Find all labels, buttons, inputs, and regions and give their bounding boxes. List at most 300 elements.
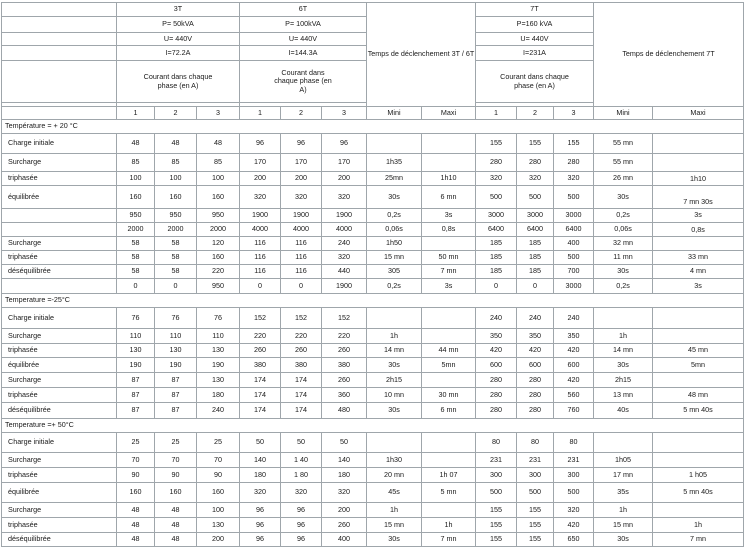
trip-time-max-3t6t: 6 mn bbox=[422, 403, 476, 419]
phase-current-7t: 155 bbox=[476, 518, 517, 533]
phase-current-7t: 185 bbox=[517, 237, 554, 251]
phase-current-6t: 4000 bbox=[240, 223, 281, 237]
phase-current-3t: 90 bbox=[155, 468, 197, 483]
phase-current-7t: 240 bbox=[554, 308, 594, 329]
phase-current-7t: 6400 bbox=[476, 223, 517, 237]
phase-current-6t: 96 bbox=[322, 134, 367, 154]
phase-current-3t: 48 bbox=[197, 134, 240, 154]
trip-time-min-3t6t bbox=[367, 433, 422, 453]
trip-time-max-7t bbox=[653, 154, 744, 172]
phase-current-7t: 280 bbox=[476, 388, 517, 403]
phase-current-6t: 170 bbox=[322, 154, 367, 172]
phase-current-3t: 25 bbox=[117, 433, 155, 453]
phase-current-7t: 240 bbox=[517, 308, 554, 329]
phase-current-3t: 100 bbox=[117, 172, 155, 186]
phase-current-3t: 100 bbox=[197, 503, 240, 518]
phase-current-6t: 380 bbox=[322, 358, 367, 373]
phase-current-3t: 25 bbox=[197, 433, 240, 453]
phase-current-7t: 280 bbox=[476, 373, 517, 388]
phase-current-3t: 90 bbox=[197, 468, 240, 483]
table-row bbox=[2, 433, 744, 453]
phase-current-3t: 950 bbox=[155, 209, 197, 223]
trip-time-max-3t6t bbox=[422, 453, 476, 468]
phase-current-7t: 0 bbox=[476, 279, 517, 294]
table-row bbox=[2, 237, 744, 251]
trip-time-max-3t6t bbox=[422, 329, 476, 344]
trip-time-min-7t: 0,2s bbox=[594, 209, 653, 223]
phase-current-7t: 155 bbox=[476, 134, 517, 154]
trip-time-max-3t6t: 1h 07 bbox=[422, 468, 476, 483]
phase-current-7t: 600 bbox=[554, 358, 594, 373]
phase-current-7t: 420 bbox=[517, 344, 554, 358]
mini-header: Mini bbox=[367, 107, 422, 120]
phase-current-6t: 320 bbox=[240, 483, 281, 503]
phase-current-3t: 48 bbox=[155, 518, 197, 533]
phase-current-7t: 560 bbox=[554, 388, 594, 403]
phase-current-7t: 500 bbox=[517, 186, 554, 209]
phase-current-3t: 0 bbox=[117, 279, 155, 294]
phase-current-6t: 1900 bbox=[322, 209, 367, 223]
phase-current-6t: 116 bbox=[240, 237, 281, 251]
trip-time-min-7t: 14 mn bbox=[594, 344, 653, 358]
table-row bbox=[2, 453, 744, 468]
trip-time-min-3t6t: 30s bbox=[367, 186, 422, 209]
phase-current-3t: 76 bbox=[117, 308, 155, 329]
row-label: Surcharge bbox=[2, 329, 117, 344]
table-row bbox=[2, 518, 744, 533]
phase-current-6t: 260 bbox=[322, 344, 367, 358]
phase-current-3t: 58 bbox=[117, 265, 155, 279]
phase-current-7t: 600 bbox=[517, 358, 554, 373]
phase-current-7t: 3000 bbox=[554, 209, 594, 223]
row-label: Charge initiale bbox=[2, 134, 117, 154]
phase-current-6t: 220 bbox=[281, 329, 322, 344]
phase-current-3t: 87 bbox=[155, 403, 197, 419]
group-3t-header: 3T bbox=[117, 3, 240, 17]
phase-current-6t: 320 bbox=[281, 483, 322, 503]
phase-current-6t: 320 bbox=[322, 251, 367, 265]
phase-current-7t: 280 bbox=[554, 154, 594, 172]
trip-time-min-7t: 30s bbox=[594, 186, 653, 209]
table-row bbox=[2, 388, 744, 403]
trip-time-min-7t: 1h bbox=[594, 503, 653, 518]
maxi-header: Maxi bbox=[653, 107, 744, 120]
phase-current-6t: 0 bbox=[281, 279, 322, 294]
phase-current-3t: 87 bbox=[117, 373, 155, 388]
phase-current-7t: 420 bbox=[554, 344, 594, 358]
phase-current-3t: 90 bbox=[117, 468, 155, 483]
row-label: équilibrée bbox=[2, 483, 117, 503]
phase-current-7t: 500 bbox=[554, 251, 594, 265]
trip-time-max-7t: 7 mn 30s bbox=[653, 186, 744, 209]
phase-current-3t: 85 bbox=[155, 154, 197, 172]
table-row bbox=[2, 134, 744, 154]
phase-current-7t: 350 bbox=[476, 329, 517, 344]
trip-time-min-7t: 17 mn bbox=[594, 468, 653, 483]
row-label: triphasée bbox=[2, 518, 117, 533]
phase-current-3t: 200 bbox=[197, 533, 240, 547]
row-label: déséquilibrée bbox=[2, 265, 117, 279]
phase-current-6t: 180 bbox=[322, 468, 367, 483]
trip-time-min-3t6t: 1h30 bbox=[367, 453, 422, 468]
phase-current-7t: 240 bbox=[476, 308, 517, 329]
phase-current-3t: 100 bbox=[197, 172, 240, 186]
trip-time-max-3t6t: 30 mn bbox=[422, 388, 476, 403]
phase-current-3t: 58 bbox=[155, 237, 197, 251]
phase-current-7t: 320 bbox=[554, 503, 594, 518]
phase-current-3t: 58 bbox=[155, 265, 197, 279]
phase-current-6t: 320 bbox=[281, 186, 322, 209]
table-row bbox=[2, 373, 744, 388]
row-label bbox=[2, 223, 117, 237]
voltage-3t: U= 440V bbox=[117, 33, 240, 46]
phase-current-7t: 185 bbox=[517, 265, 554, 279]
trip-time-max-7t: 5mn bbox=[653, 358, 744, 373]
phase-current-7t: 500 bbox=[476, 483, 517, 503]
phase-current-7t: 500 bbox=[554, 483, 594, 503]
row-label: Charge initiale bbox=[2, 308, 117, 329]
corner-cell bbox=[2, 3, 117, 17]
phase-current-6t: 0 bbox=[240, 279, 281, 294]
row-label bbox=[2, 209, 117, 223]
phase-current-6t: 96 bbox=[281, 134, 322, 154]
phase-current-7t: 320 bbox=[517, 172, 554, 186]
trip-time-min-3t6t: 0,2s bbox=[367, 279, 422, 294]
trip-time-max-7t: 45 mn bbox=[653, 344, 744, 358]
phase-current-6t: 174 bbox=[240, 403, 281, 419]
phase-current-6t: 96 bbox=[240, 134, 281, 154]
phase-current-6t: Courant dans chaque phase (en A) bbox=[240, 61, 367, 103]
trip-time-max-3t6t: 50 mn bbox=[422, 251, 476, 265]
phase-current-3t: 48 bbox=[155, 503, 197, 518]
phase-current-3t: 160 bbox=[155, 483, 197, 503]
row-label bbox=[2, 279, 117, 294]
trip-time-max-7t: 48 mn bbox=[653, 388, 744, 403]
phase-number: 3 bbox=[322, 107, 367, 120]
trip-time-min-7t: 55 mn bbox=[594, 134, 653, 154]
trip-time-max-3t6t bbox=[422, 503, 476, 518]
phase-current-6t: 400 bbox=[322, 533, 367, 547]
phase-current-3t: 130 bbox=[197, 518, 240, 533]
phase-current-3t: 160 bbox=[117, 186, 155, 209]
phase-current-6t: 140 bbox=[322, 453, 367, 468]
trip-time-max-7t: 33 mn bbox=[653, 251, 744, 265]
trip-time-min-3t6t: 30s bbox=[367, 403, 422, 419]
phase-current-3t: 950 bbox=[197, 209, 240, 223]
section-title: Temperature =-25°C bbox=[2, 294, 744, 308]
phase-current-3t: 160 bbox=[197, 483, 240, 503]
trip-time-min-3t6t: 25mn bbox=[367, 172, 422, 186]
trip-time-3t6t-header: Temps de déclenchement 3T / 6T bbox=[367, 3, 476, 107]
phase-current-3t: 76 bbox=[155, 308, 197, 329]
phase-number: 2 bbox=[517, 107, 554, 120]
phase-current-7t: 280 bbox=[476, 403, 517, 419]
trip-time-max-7t: 4 mn bbox=[653, 265, 744, 279]
trip-time-max-3t6t bbox=[422, 433, 476, 453]
power-3t: P= 50kVA bbox=[117, 17, 240, 33]
phase-current-7t: 155 bbox=[476, 503, 517, 518]
header-row-group bbox=[2, 3, 744, 17]
trip-time-min-7t: 32 mn bbox=[594, 237, 653, 251]
trip-time-max-3t6t: 0,8s bbox=[422, 223, 476, 237]
table-row bbox=[2, 223, 744, 237]
phase-current-3t: 2000 bbox=[197, 223, 240, 237]
phase-number: 1 bbox=[476, 107, 517, 120]
voltage-6t: U= 440V bbox=[240, 33, 367, 46]
trip-time-min-7t: 11 mn bbox=[594, 251, 653, 265]
trip-time-min-7t: 1h05 bbox=[594, 453, 653, 468]
row-label: équilibrée bbox=[2, 358, 117, 373]
trip-time-min-7t bbox=[594, 433, 653, 453]
trip-time-min-3t6t: 1h50 bbox=[367, 237, 422, 251]
trip-time-max-7t bbox=[653, 453, 744, 468]
phase-current-6t: 440 bbox=[322, 265, 367, 279]
phase-current-6t: 360 bbox=[322, 388, 367, 403]
phase-current-3t: 48 bbox=[155, 533, 197, 547]
table-row bbox=[2, 265, 744, 279]
phase-current-7t: 231 bbox=[517, 453, 554, 468]
phase-current-7t: 231 bbox=[554, 453, 594, 468]
phase-current-6t: 116 bbox=[281, 237, 322, 251]
phase-current-7t: 280 bbox=[517, 373, 554, 388]
phase-current-7t: 155 bbox=[517, 533, 554, 547]
phase-current-6t: 152 bbox=[281, 308, 322, 329]
phase-current-3t: 58 bbox=[117, 237, 155, 251]
trip-time-min-7t: 13 mn bbox=[594, 388, 653, 403]
phase-current-6t: 260 bbox=[281, 344, 322, 358]
phase-current-3t: 58 bbox=[155, 251, 197, 265]
phase-current-3t: 950 bbox=[197, 279, 240, 294]
row-label: triphasée bbox=[2, 388, 117, 403]
trip-time-max-7t bbox=[653, 308, 744, 329]
trip-time-min-3t6t: 30s bbox=[367, 533, 422, 547]
phase-current-7t: 3000 bbox=[517, 209, 554, 223]
phase-current-6t: 480 bbox=[322, 403, 367, 419]
phase-current-6t: 260 bbox=[240, 344, 281, 358]
header-row-phase-numbers bbox=[2, 107, 744, 120]
phase-current-6t: 116 bbox=[281, 265, 322, 279]
trip-time-max-3t6t bbox=[422, 154, 476, 172]
phase-current-3t: 76 bbox=[197, 308, 240, 329]
table-row bbox=[2, 172, 744, 186]
trip-time-max-7t bbox=[653, 237, 744, 251]
phase-current-6t: 170 bbox=[240, 154, 281, 172]
phase-current-6t: 116 bbox=[240, 251, 281, 265]
phase-current-3t: 130 bbox=[117, 344, 155, 358]
phase-current-7t: 3000 bbox=[476, 209, 517, 223]
phase-current-7t: 185 bbox=[476, 265, 517, 279]
phase-current-3t: 48 bbox=[117, 518, 155, 533]
phase-current-3t: 130 bbox=[197, 344, 240, 358]
phase-current-6t: 50 bbox=[240, 433, 281, 453]
phase-current-7t: 500 bbox=[476, 186, 517, 209]
trip-time-max-7t bbox=[653, 329, 744, 344]
trip-time-max-7t bbox=[653, 134, 744, 154]
phase-current-7t: 420 bbox=[554, 518, 594, 533]
phase-current-3t: 120 bbox=[197, 237, 240, 251]
table-row bbox=[2, 251, 744, 265]
phase-current-3t: 190 bbox=[197, 358, 240, 373]
trip-time-max-7t bbox=[653, 373, 744, 388]
section-row bbox=[2, 294, 744, 308]
phase-current-3t: 190 bbox=[117, 358, 155, 373]
phase-current-7t: 6400 bbox=[517, 223, 554, 237]
phase-current-7t: 80 bbox=[476, 433, 517, 453]
row-label: triphasée bbox=[2, 251, 117, 265]
phase-current-3t: 70 bbox=[155, 453, 197, 468]
section-title: Température = + 20 °C bbox=[2, 120, 744, 134]
trip-time-max-7t: 3s bbox=[653, 279, 744, 294]
trip-time-min-7t bbox=[594, 308, 653, 329]
phase-current-6t: 1 40 bbox=[281, 453, 322, 468]
trip-time-max-3t6t bbox=[422, 373, 476, 388]
phase-current-3t: 58 bbox=[117, 251, 155, 265]
trip-time-max-3t6t: 1h bbox=[422, 518, 476, 533]
trip-time-max-7t: 0,8s bbox=[653, 223, 744, 237]
trip-time-max-7t: 1h bbox=[653, 518, 744, 533]
phase-current-6t: 220 bbox=[240, 329, 281, 344]
trip-time-max-3t6t bbox=[422, 134, 476, 154]
table-row bbox=[2, 308, 744, 329]
trip-time-min-7t: 0,2s bbox=[594, 279, 653, 294]
phase-current-3t: 110 bbox=[197, 329, 240, 344]
phase-current-6t: 260 bbox=[322, 373, 367, 388]
phase-current-7t: 320 bbox=[476, 172, 517, 186]
phase-current-3t: Courant dans chaque phase (en A) bbox=[117, 61, 240, 103]
phase-current-6t: 220 bbox=[322, 329, 367, 344]
phase-current-7t: 650 bbox=[554, 533, 594, 547]
group-7t-header: 7T bbox=[476, 3, 594, 17]
phase-current-3t: 2000 bbox=[155, 223, 197, 237]
phase-current-6t: 200 bbox=[322, 503, 367, 518]
phase-current-7t: 6400 bbox=[554, 223, 594, 237]
phase-current-6t: 50 bbox=[322, 433, 367, 453]
row-label: Surcharge bbox=[2, 503, 117, 518]
phase-current-3t: 130 bbox=[155, 344, 197, 358]
trip-time-min-3t6t: 15 mn bbox=[367, 251, 422, 265]
trip-time-max-7t bbox=[653, 433, 744, 453]
trip-time-7t-header: Temps de déclenchement 7T bbox=[594, 3, 744, 107]
section-title: Temperature =+ 50°C bbox=[2, 419, 744, 433]
row-label: équilibrée bbox=[2, 186, 117, 209]
trip-time-max-7t: 1 h05 bbox=[653, 468, 744, 483]
trip-time-min-3t6t: 30s bbox=[367, 358, 422, 373]
trip-time-min-7t: 1h bbox=[594, 329, 653, 344]
trip-time-min-7t: 40s bbox=[594, 403, 653, 419]
phase-current-6t: 170 bbox=[281, 154, 322, 172]
phase-current-6t: 380 bbox=[281, 358, 322, 373]
trip-time-max-3t6t: 7 mn bbox=[422, 533, 476, 547]
phase-current-6t: 152 bbox=[240, 308, 281, 329]
trip-time-max-3t6t bbox=[422, 237, 476, 251]
trip-time-min-7t: 55 mn bbox=[594, 154, 653, 172]
phase-current-6t: 174 bbox=[281, 373, 322, 388]
phase-number: 3 bbox=[197, 107, 240, 120]
phase-current-6t: 174 bbox=[240, 373, 281, 388]
trip-time-min-3t6t: 14 mn bbox=[367, 344, 422, 358]
current-3t: I=72.2A bbox=[117, 46, 240, 61]
row-label: Surcharge bbox=[2, 373, 117, 388]
trip-time-min-3t6t: 305 bbox=[367, 265, 422, 279]
phase-current-3t: 190 bbox=[155, 358, 197, 373]
phase-current-7t: 0 bbox=[517, 279, 554, 294]
phase-current-6t: 96 bbox=[240, 518, 281, 533]
phase-current-6t: 4000 bbox=[281, 223, 322, 237]
trip-time-min-7t: 2h15 bbox=[594, 373, 653, 388]
phase-current-6t: 152 bbox=[322, 308, 367, 329]
trip-time-min-3t6t: 1h bbox=[367, 329, 422, 344]
phase-current-6t: 174 bbox=[240, 388, 281, 403]
row-label: Surcharge bbox=[2, 154, 117, 172]
trip-time-min-3t6t bbox=[367, 134, 422, 154]
phase-current-3t: 160 bbox=[117, 483, 155, 503]
maxi-header: Maxi bbox=[422, 107, 476, 120]
phase-current-6t: 200 bbox=[322, 172, 367, 186]
trip-time-max-3t6t: 1h10 bbox=[422, 172, 476, 186]
row-label: triphasée bbox=[2, 172, 117, 186]
section-row bbox=[2, 120, 744, 134]
phase-current-3t: 220 bbox=[197, 265, 240, 279]
trip-time-table bbox=[1, 2, 744, 547]
phase-current-6t: 320 bbox=[240, 186, 281, 209]
phase-current-7t: 350 bbox=[554, 329, 594, 344]
trip-time-max-7t: 5 mn 40s bbox=[653, 483, 744, 503]
phase-current-3t: 180 bbox=[197, 388, 240, 403]
phase-current-7t: 280 bbox=[517, 388, 554, 403]
phase-current-7t: 155 bbox=[517, 518, 554, 533]
phase-current-6t: 180 bbox=[240, 468, 281, 483]
phase-current-3t: 110 bbox=[155, 329, 197, 344]
trip-time-max-7t: 1h10 bbox=[653, 172, 744, 186]
trip-time-max-7t: 3s bbox=[653, 209, 744, 223]
table-row bbox=[2, 483, 744, 503]
trip-time-min-3t6t: 45s bbox=[367, 483, 422, 503]
phase-current-7t: 280 bbox=[517, 154, 554, 172]
trip-time-min-7t: 30s bbox=[594, 265, 653, 279]
phase-current-7t: 300 bbox=[476, 468, 517, 483]
phase-current-3t: 70 bbox=[117, 453, 155, 468]
table-row bbox=[2, 468, 744, 483]
phase-current-3t: 240 bbox=[197, 403, 240, 419]
phase-current-3t: 48 bbox=[117, 134, 155, 154]
phase-current-6t: 260 bbox=[322, 518, 367, 533]
phase-current-3t: 950 bbox=[117, 209, 155, 223]
phase-current-3t: 87 bbox=[155, 388, 197, 403]
phase-current-6t: 240 bbox=[322, 237, 367, 251]
phase-current-7t: 600 bbox=[476, 358, 517, 373]
phase-current-6t: 96 bbox=[281, 533, 322, 547]
phase-current-7t: 185 bbox=[476, 237, 517, 251]
phase-current-7t: 500 bbox=[517, 483, 554, 503]
phase-current-6t: 50 bbox=[281, 433, 322, 453]
phase-current-3t: 85 bbox=[197, 154, 240, 172]
trip-time-min-7t: 15 mn bbox=[594, 518, 653, 533]
phase-current-7t: 155 bbox=[476, 533, 517, 547]
phase-current-6t: 96 bbox=[240, 503, 281, 518]
phase-current-6t: 1900 bbox=[322, 279, 367, 294]
phase-current-7t: 400 bbox=[554, 237, 594, 251]
phase-current-7t: 500 bbox=[554, 186, 594, 209]
power-6t: P= 100kVA bbox=[240, 17, 367, 33]
phase-current-7t: 300 bbox=[554, 468, 594, 483]
table-body bbox=[2, 3, 744, 547]
phase-current-7t: 231 bbox=[476, 453, 517, 468]
table-row bbox=[2, 154, 744, 172]
trip-time-min-3t6t: 2h15 bbox=[367, 373, 422, 388]
phase-current-6t: 96 bbox=[240, 533, 281, 547]
phase-current-6t: 320 bbox=[322, 186, 367, 209]
phase-current-6t: 1 80 bbox=[281, 468, 322, 483]
